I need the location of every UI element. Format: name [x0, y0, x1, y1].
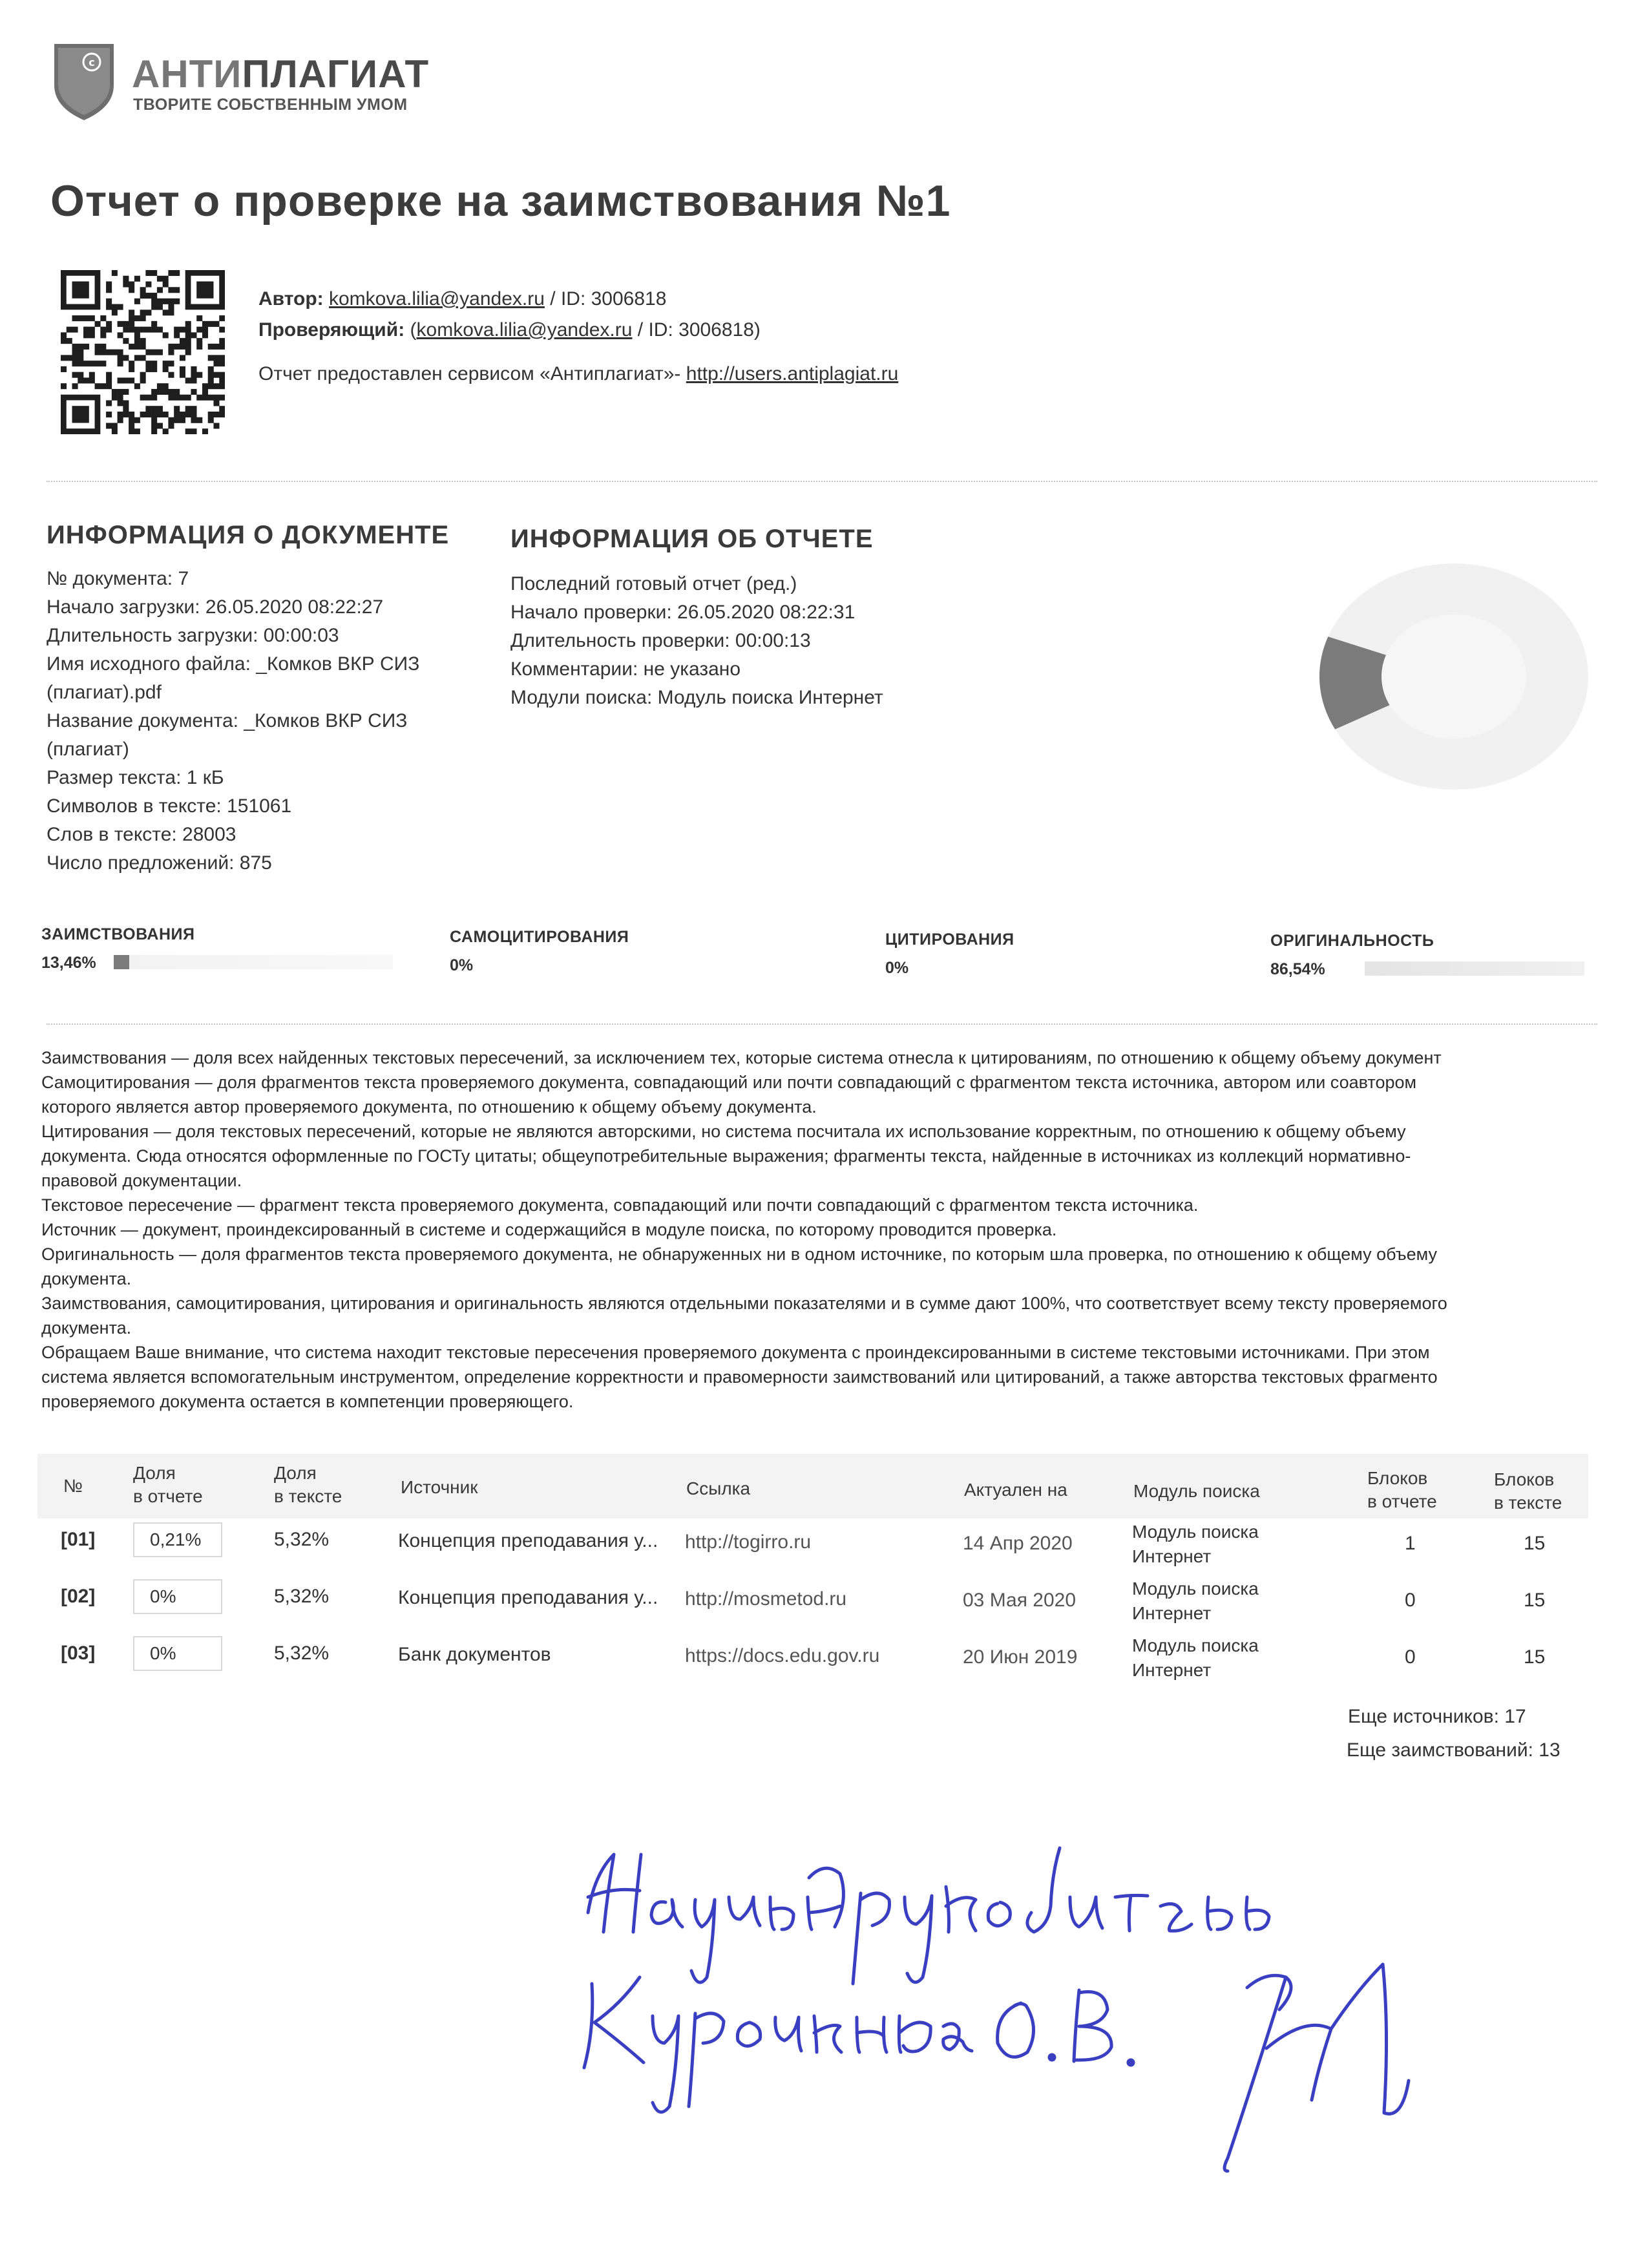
report-title: Отчет о проверке на заимствования №1 [50, 176, 951, 226]
report-info-line: Последний готовый отчет (ред.) [510, 573, 797, 594]
th-num: № [63, 1476, 83, 1496]
table-row[interactable] [37, 1577, 1588, 1633]
th-actual: Актуален на [964, 1480, 1067, 1500]
row-actual: 14 Апр 2020 [963, 1533, 1073, 1554]
th-source: Источник [401, 1477, 478, 1497]
glossary-line: Самоцитирования — доля фрагментов текста проверяемого документа, совпадающий или почти совпадающий с фрагментом текста источника, автором или соавтором [41, 1073, 1417, 1092]
row-num: [02] [61, 1586, 96, 1607]
row-module [1132, 1577, 1259, 1626]
doc-info-line: Число предложений: 875 [47, 852, 272, 874]
originality-pie-chart [1315, 560, 1599, 793]
th-blocks-report-1: Блоков [1367, 1468, 1428, 1488]
row-blocks-report: 1 [1405, 1533, 1416, 1554]
report-info-list [510, 570, 883, 712]
report-info-line: Модули поиска: Модуль поиска Интернет [510, 687, 883, 708]
th-blocks-report-2: в отчете [1367, 1491, 1437, 1511]
th-share-text-2: в тексте [274, 1486, 342, 1506]
glossary-line: Обращаем Ваше внимание, что система находит текстовые пересечения проверяемого документа с проиндексированными в системе текстовыми источниками. При этом [41, 1343, 1430, 1362]
originality-value: 86,54% [1270, 960, 1325, 978]
originality-label: ОРИГИНАЛЬНОСТЬ [1270, 932, 1434, 950]
signature-mark-ink [1224, 1964, 1409, 2171]
row-source[interactable]: Банк документов [398, 1644, 551, 1665]
row-module [1132, 1520, 1259, 1569]
doc-info-line: Начало загрузки: 26.05.2020 08:22:27 [47, 596, 384, 618]
glossary-line: которого является автор проверяемого документа, по отношению к общему объему документа. [41, 1097, 817, 1117]
more-sources [1348, 1706, 1526, 1728]
author-line [258, 288, 666, 310]
logo-name [132, 52, 429, 96]
th-share-report [133, 1462, 203, 1508]
more-borrowings-label: Еще заимствований: [1347, 1739, 1533, 1761]
row-share-report: 0% [133, 1636, 222, 1671]
glossary-line: Текстовое пересечение — фрагмент текста проверяемого документа, совпадающий или почти совпадающий с фрагментом текста источника. [41, 1195, 1199, 1215]
glossary-line: Цитирования — доля текстовых пересечений, которые не являются авторскими, но система посчитала их использование корректным, по отношению к общему объему [41, 1122, 1406, 1141]
th-module: Модуль поиска [1133, 1481, 1260, 1501]
borrowing-value: 13,46% [41, 954, 96, 972]
glossary-line: проверяемого документа остается в компетенции проверяющего. [41, 1392, 574, 1411]
th-share-text-1: Доля [274, 1463, 317, 1483]
report-info-line: Начало проверки: 26.05.2020 08:22:31 [510, 602, 856, 623]
svg-text:c: c [89, 56, 95, 68]
logo-name-part2: ПЛАГИАТ [242, 52, 430, 96]
doc-info-line: № документа: 7 [47, 568, 189, 589]
row-module-2: Интернет [1132, 1660, 1212, 1680]
row-source[interactable]: Концепция преподавания у... [398, 1530, 658, 1551]
row-share-text: 5,32% [274, 1586, 330, 1607]
checker-label: Проверяющий: [258, 319, 405, 341]
doc-info-line: Слов в тексте: 28003 [47, 824, 236, 845]
more-borrowings [1347, 1739, 1560, 1761]
service-text: Отчет предоставлен сервисом «Антиплагиат»- [258, 363, 686, 384]
author-label: Автор: [258, 288, 324, 310]
th-blocks-text-1: Блоков [1494, 1469, 1555, 1489]
glossary-line: документа. Сюда относятся оформленные по ГОСТу цитаты; общеупотребительные выражения; фрагменты текста, найденные в источниках из коллекций нормативно- [41, 1146, 1411, 1166]
logo-name-part1: АНТИ [132, 52, 242, 96]
doc-info-line: Имя исходного файла: _Комков ВКР СИЗ [47, 653, 420, 675]
service-link[interactable]: http://users.antiplagiat.ru [686, 363, 899, 384]
row-module-1: Модуль поиска [1132, 1635, 1259, 1655]
borrowing-bar-fill [114, 955, 129, 969]
row-module-2: Интернет [1132, 1603, 1212, 1623]
row-module [1132, 1633, 1259, 1683]
more-sources-label: Еще источников: [1348, 1706, 1499, 1727]
citation-label: ЦИТИРОВАНИЯ [885, 930, 1014, 949]
signature-line2-ink [584, 1977, 1133, 2112]
row-link[interactable]: https://docs.edu.gov.ru [685, 1645, 880, 1666]
th-blocks-text-2: в тексте [1494, 1493, 1562, 1513]
doc-info-line: Длительность загрузки: 00:00:03 [47, 625, 339, 646]
checker-line [258, 319, 761, 341]
row-blocks-report: 0 [1405, 1590, 1416, 1611]
report-info-line: Длительность проверки: 00:00:13 [510, 630, 811, 651]
report-info-heading: ИНФОРМАЦИЯ ОБ ОТЧЕТЕ [510, 525, 874, 553]
more-borrowings-value: 13 [1539, 1739, 1560, 1761]
more-sources-value: 17 [1504, 1706, 1526, 1727]
service-line [258, 363, 898, 385]
checker-email-link[interactable]: komkova.lilia@yandex.ru [416, 319, 633, 341]
glossary-line: документа. [41, 1269, 132, 1288]
borrowing-bar-track [114, 955, 393, 969]
th-link: Ссылка [686, 1478, 751, 1498]
glossary-line: правовой документации. [41, 1171, 242, 1190]
row-module-2: Интернет [1132, 1546, 1212, 1566]
th-share-report-1: Доля [133, 1463, 176, 1483]
row-num: [01] [61, 1529, 96, 1550]
pie-center-hole [1381, 614, 1526, 739]
handwritten-signature [569, 1835, 1538, 2197]
row-module-1: Модуль поиска [1132, 1522, 1259, 1542]
doc-info-line: (плагиат).pdf [47, 682, 162, 703]
table-row[interactable] [37, 1520, 1588, 1577]
row-share-text: 5,32% [274, 1643, 330, 1664]
row-share-text: 5,32% [274, 1529, 330, 1550]
row-module-1: Модуль поиска [1132, 1579, 1259, 1599]
row-source[interactable]: Концепция преподавания у... [398, 1587, 658, 1608]
doc-info-heading: ИНФОРМАЦИЯ О ДОКУМЕНТЕ [47, 521, 450, 549]
citation-value: 0% [885, 959, 909, 977]
glossary-line: система является вспомогательным инструментом, определение корректности и правомерности заимствований или цитирований, а также авторства текстовых фрагменто [41, 1367, 1438, 1387]
doc-info-line: Размер текста: 1 кБ [47, 767, 224, 788]
logo-tagline: ТВОРИТЕ СОБСТВЕННЫМ УМОМ [133, 96, 408, 114]
author-id: / ID: 3006818 [544, 288, 667, 310]
row-link[interactable]: http://mosmetod.ru [685, 1588, 847, 1610]
doc-info-line: (плагиат) [47, 739, 129, 760]
row-share-report: 0% [133, 1579, 222, 1614]
divider [47, 481, 1597, 482]
borrowing-label: ЗАИМСТВОВАНИЯ [41, 925, 195, 943]
glossary [41, 1045, 1592, 1414]
doc-info-line: Название документа: _Комков ВКР СИЗ [47, 710, 408, 731]
th-share-report-2: в отчете [133, 1486, 203, 1506]
row-blocks-text: 15 [1524, 1590, 1546, 1611]
row-blocks-text: 15 [1524, 1646, 1546, 1668]
checker-id: / ID: 3006818) [632, 319, 761, 341]
doc-info-line: Символов в тексте: 151061 [47, 795, 292, 817]
self-citation-label: САМОЦИТИРОВАНИЯ [450, 928, 629, 946]
author-email-link[interactable]: komkova.lilia@yandex.ru [329, 288, 545, 310]
self-citation-value: 0% [450, 956, 474, 974]
glossary-line: Заимствования — доля всех найденных текстовых пересечений, за исключением тех, которые система отнесла к цитированиям, по отношению к общему объему документ [41, 1048, 1442, 1067]
doc-info-list [47, 565, 419, 877]
th-blocks-report [1367, 1467, 1437, 1513]
row-link[interactable]: http://togirro.ru [685, 1531, 812, 1553]
th-blocks-text [1494, 1468, 1562, 1515]
row-actual: 20 Июн 2019 [963, 1646, 1078, 1668]
row-num: [03] [61, 1643, 96, 1664]
glossary-line: Заимствования, самоцитирования, цитирования и оригинальность являются отдельными показателями и в сумме дают 100%, что соответствует всему тексту проверяемого [41, 1294, 1447, 1313]
divider [47, 1024, 1597, 1025]
qr-code [61, 270, 225, 434]
logo-shield-icon [52, 40, 116, 123]
originality-bar [1365, 961, 1584, 976]
row-actual: 03 Мая 2020 [963, 1590, 1077, 1611]
glossary-line: документа. [41, 1318, 132, 1338]
report-info-line: Комментарии: не указано [510, 658, 741, 680]
row-blocks-report: 0 [1405, 1646, 1416, 1668]
row-blocks-text: 15 [1524, 1533, 1546, 1554]
glossary-line: Источник — документ, проиндексированный в системе и содержащийся в модуле поиска, по которому проводится проверка. [41, 1220, 1057, 1239]
signature-line1-ink [588, 1848, 1269, 1984]
glossary-line: Оригинальность — доля фрагментов текста проверяемого документа, не обнаруженных ни в одном источнике, по которым шла проверка, по отношению к общему объему [41, 1244, 1437, 1264]
sources-table-header [37, 1454, 1588, 1518]
table-row[interactable] [37, 1633, 1588, 1690]
th-share-text [274, 1462, 342, 1508]
row-share-report: 0,21% [133, 1522, 222, 1557]
checker-paren: ( [404, 319, 417, 341]
